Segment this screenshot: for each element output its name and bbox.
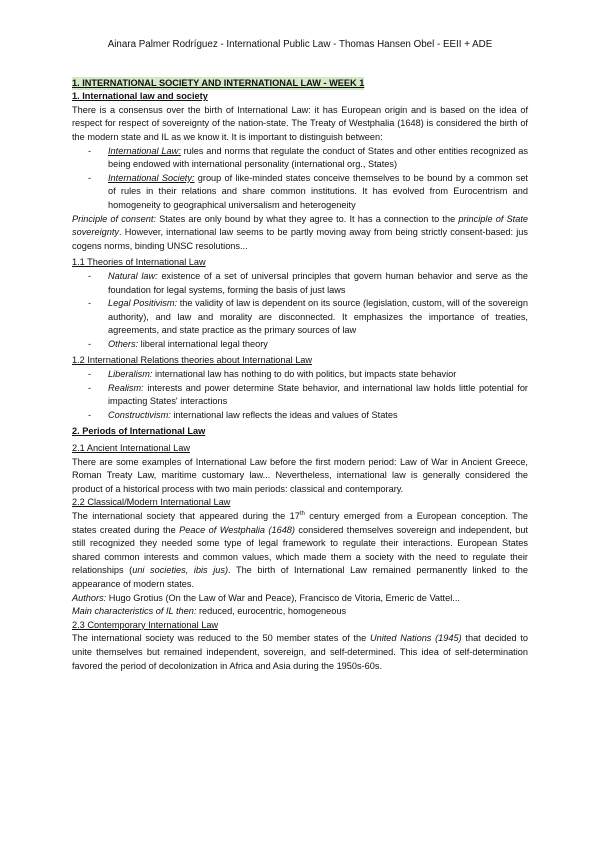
consent-paragraph <box>72 213 528 254</box>
characteristics-text: reduced, eurocentric, homogeneous <box>196 606 347 617</box>
section-1-title: 1. INTERNATIONAL SOCIETY AND INTERNATIONAL LAW - WEEK 1 <box>72 77 364 91</box>
classical-text: considered themselves sovereign and independent, but still recognized they needed some type of legal framework to regulate their interactions. European States shared common interests and common values, which made them a society with the need to regulate their relationships ( <box>72 524 528 576</box>
contemporary-emphasis: United Nations (1945) <box>369 633 462 644</box>
list-item: - Liberalism: international law has nothing to do with politics, but impacts state behavior <box>88 369 457 380</box>
authors-line <box>72 592 528 606</box>
list-item-term: Others: <box>108 338 139 349</box>
subsection-2-title: 2. Periods of International Law <box>72 426 206 437</box>
list-item: - International Society: group of like-minded states conceive themselves to be bound by a common set of rules in their relations and share common institutions. It has evolved from Eurocentrism and homogeneity to geographical universalism and heterogeneity <box>88 172 528 210</box>
list-item-text: group of like-minded states conceive themselves to be bound by a common set of rules in their relations and share common institutions. It has evolved from Eurocentrism and homogeneity to geographical universalism and heterogeneity <box>108 172 528 210</box>
consent-text-continued: . However, international law seems to be partly moving away from being strictly consent-based: jus cogens norms, binding UNSC resolutions... <box>72 227 528 251</box>
contemporary-text: The international society was reduced to the 50 member states of the <box>72 633 370 644</box>
list-item-text: the validity of law is dependent on its source (legislation, custom, will of the sovereign authority), and law and morality are disconnected. It emphasizes the importance of treaties, agreements, and state practice as the primary sources of law <box>108 298 528 336</box>
list-item: - International Law: rules and norms that regulate the conduct of States and other entities recognized as being endowed with international personality (international org., States) <box>88 145 528 170</box>
section-1-heading <box>72 77 528 91</box>
page-header: Ainara Palmer Rodríguez - International Public Law - Thomas Hansen Obel - EEII + ADE <box>107 39 493 50</box>
subsection-2-2-title: 2.2 Classical/Modern International Law <box>72 497 231 508</box>
list-item-text: rules and norms that regulate the conduct of States and other entities recognized as being endowed with international personality (international org., States) <box>108 145 528 170</box>
list-item-term: Constructivism: <box>108 409 171 420</box>
authors-label: Authors: <box>72 592 107 603</box>
list-item: - Legal Positivism: the validity of law is dependent on its source (legislation, custom, will of the sovereign authority), and law and morality are disconnected. It emphasizes the importance of treaties, agreements, and state practice as the primary sources of law <box>88 298 528 336</box>
classical-text: century emerged from a European conception. The states created during the <box>72 511 528 535</box>
list-item-term: International Law: <box>108 145 181 156</box>
characteristics-line <box>72 605 528 619</box>
subsection-1-1-title: 1.1 Theories of International Law <box>72 257 206 268</box>
theories-list <box>72 270 528 352</box>
subsection-1-title: 1. International law and society <box>72 91 208 102</box>
classical-text: . The birth of International Law remained permanently linked to the appearance of modern states. <box>72 565 529 589</box>
list-item-text: international law has nothing to do with politics, but impacts state behavior <box>152 369 457 380</box>
authors-text: Hugo Grotius (On the Law of War and Peace), Francisco de Vitoria, Emeric de Vattel... <box>106 592 460 603</box>
subsection-2-3-title: 2.3 Contemporary International Law <box>72 619 219 630</box>
classical-emphasis: uni societies, ibis jus) <box>132 565 229 576</box>
subsection-1-2-title: 1.2 International Relations theories about International Law <box>72 355 313 366</box>
consent-label: Principle of consent: <box>72 213 156 224</box>
list-item-text: existence of a set of universal principles that govern human behavior and serve as the foundation for legal systems, forming the basis of just laws <box>108 270 528 295</box>
intro-paragraph: There is a consensus over the birth of International Law: it has European origin and is based on the idea of respect for respect of sovereignty of the nation-state. The Treaty of Westphalia (1648) is considered the birth of the modern state and IL as we know it. It is important to distinguish between: <box>72 104 528 142</box>
list-item-term: International Society: <box>108 172 195 183</box>
list-item-text: interests and power determine State behavior, and international law holds little potential for impacting States' interactions <box>108 382 528 407</box>
definitions-list <box>72 145 528 213</box>
ir-theories-list <box>72 368 528 422</box>
consent-text: States are only bound by what they agree to. It has a connection to the <box>155 213 459 224</box>
characteristics-label: Main characteristics of IL then: <box>72 606 197 617</box>
list-item-text: liberal international legal theory <box>138 338 268 349</box>
subsection-2-1-title: 2.1 Ancient International Law <box>72 443 190 454</box>
list-item-term: Realism: <box>108 382 144 393</box>
contemporary-text: that decided to unite themselves but remained independent, sovereign, and self-determined. This idea of self-determination favored the period of decolonization in Africa and Asia during the 1950s-60s. <box>72 633 529 671</box>
ordinal-superscript: th <box>299 510 305 517</box>
list-item-term: Legal Positivism: <box>108 298 178 309</box>
list-item: - Natural law: existence of a set of universal principles that govern human behavior and serve as the foundation for legal systems, forming the basis of just laws <box>88 270 528 295</box>
classical-law-paragraph <box>72 510 528 592</box>
classical-emphasis: Peace of Westphalia (1648) <box>179 524 295 535</box>
list-item: - Constructivism: international law reflects the ideas and values of States <box>88 409 398 420</box>
list-item-term: Natural law: <box>108 270 158 281</box>
contemporary-law-paragraph <box>72 632 528 673</box>
ancient-law-paragraph: There are some examples of International Law before the first modern period: Law of War in Ancient Greece, Roman Treaty Law, maritime customary law... Nevertheless, international law is generally considered the product of a historical process with two main periods: classical and contemporary. <box>72 456 528 494</box>
list-item: - Others: liberal international legal theory <box>88 338 268 349</box>
classical-text: The international society that appeared during the 17 <box>72 511 300 521</box>
list-item-term: Liberalism: <box>108 369 153 380</box>
list-item-text: international law reflects the ideas and values of States <box>170 409 398 420</box>
list-item: - Realism: interests and power determine State behavior, and international law holds little potential for impacting States' interactions <box>88 382 528 407</box>
consent-emphasis: principle of State sovereignty <box>72 213 528 238</box>
